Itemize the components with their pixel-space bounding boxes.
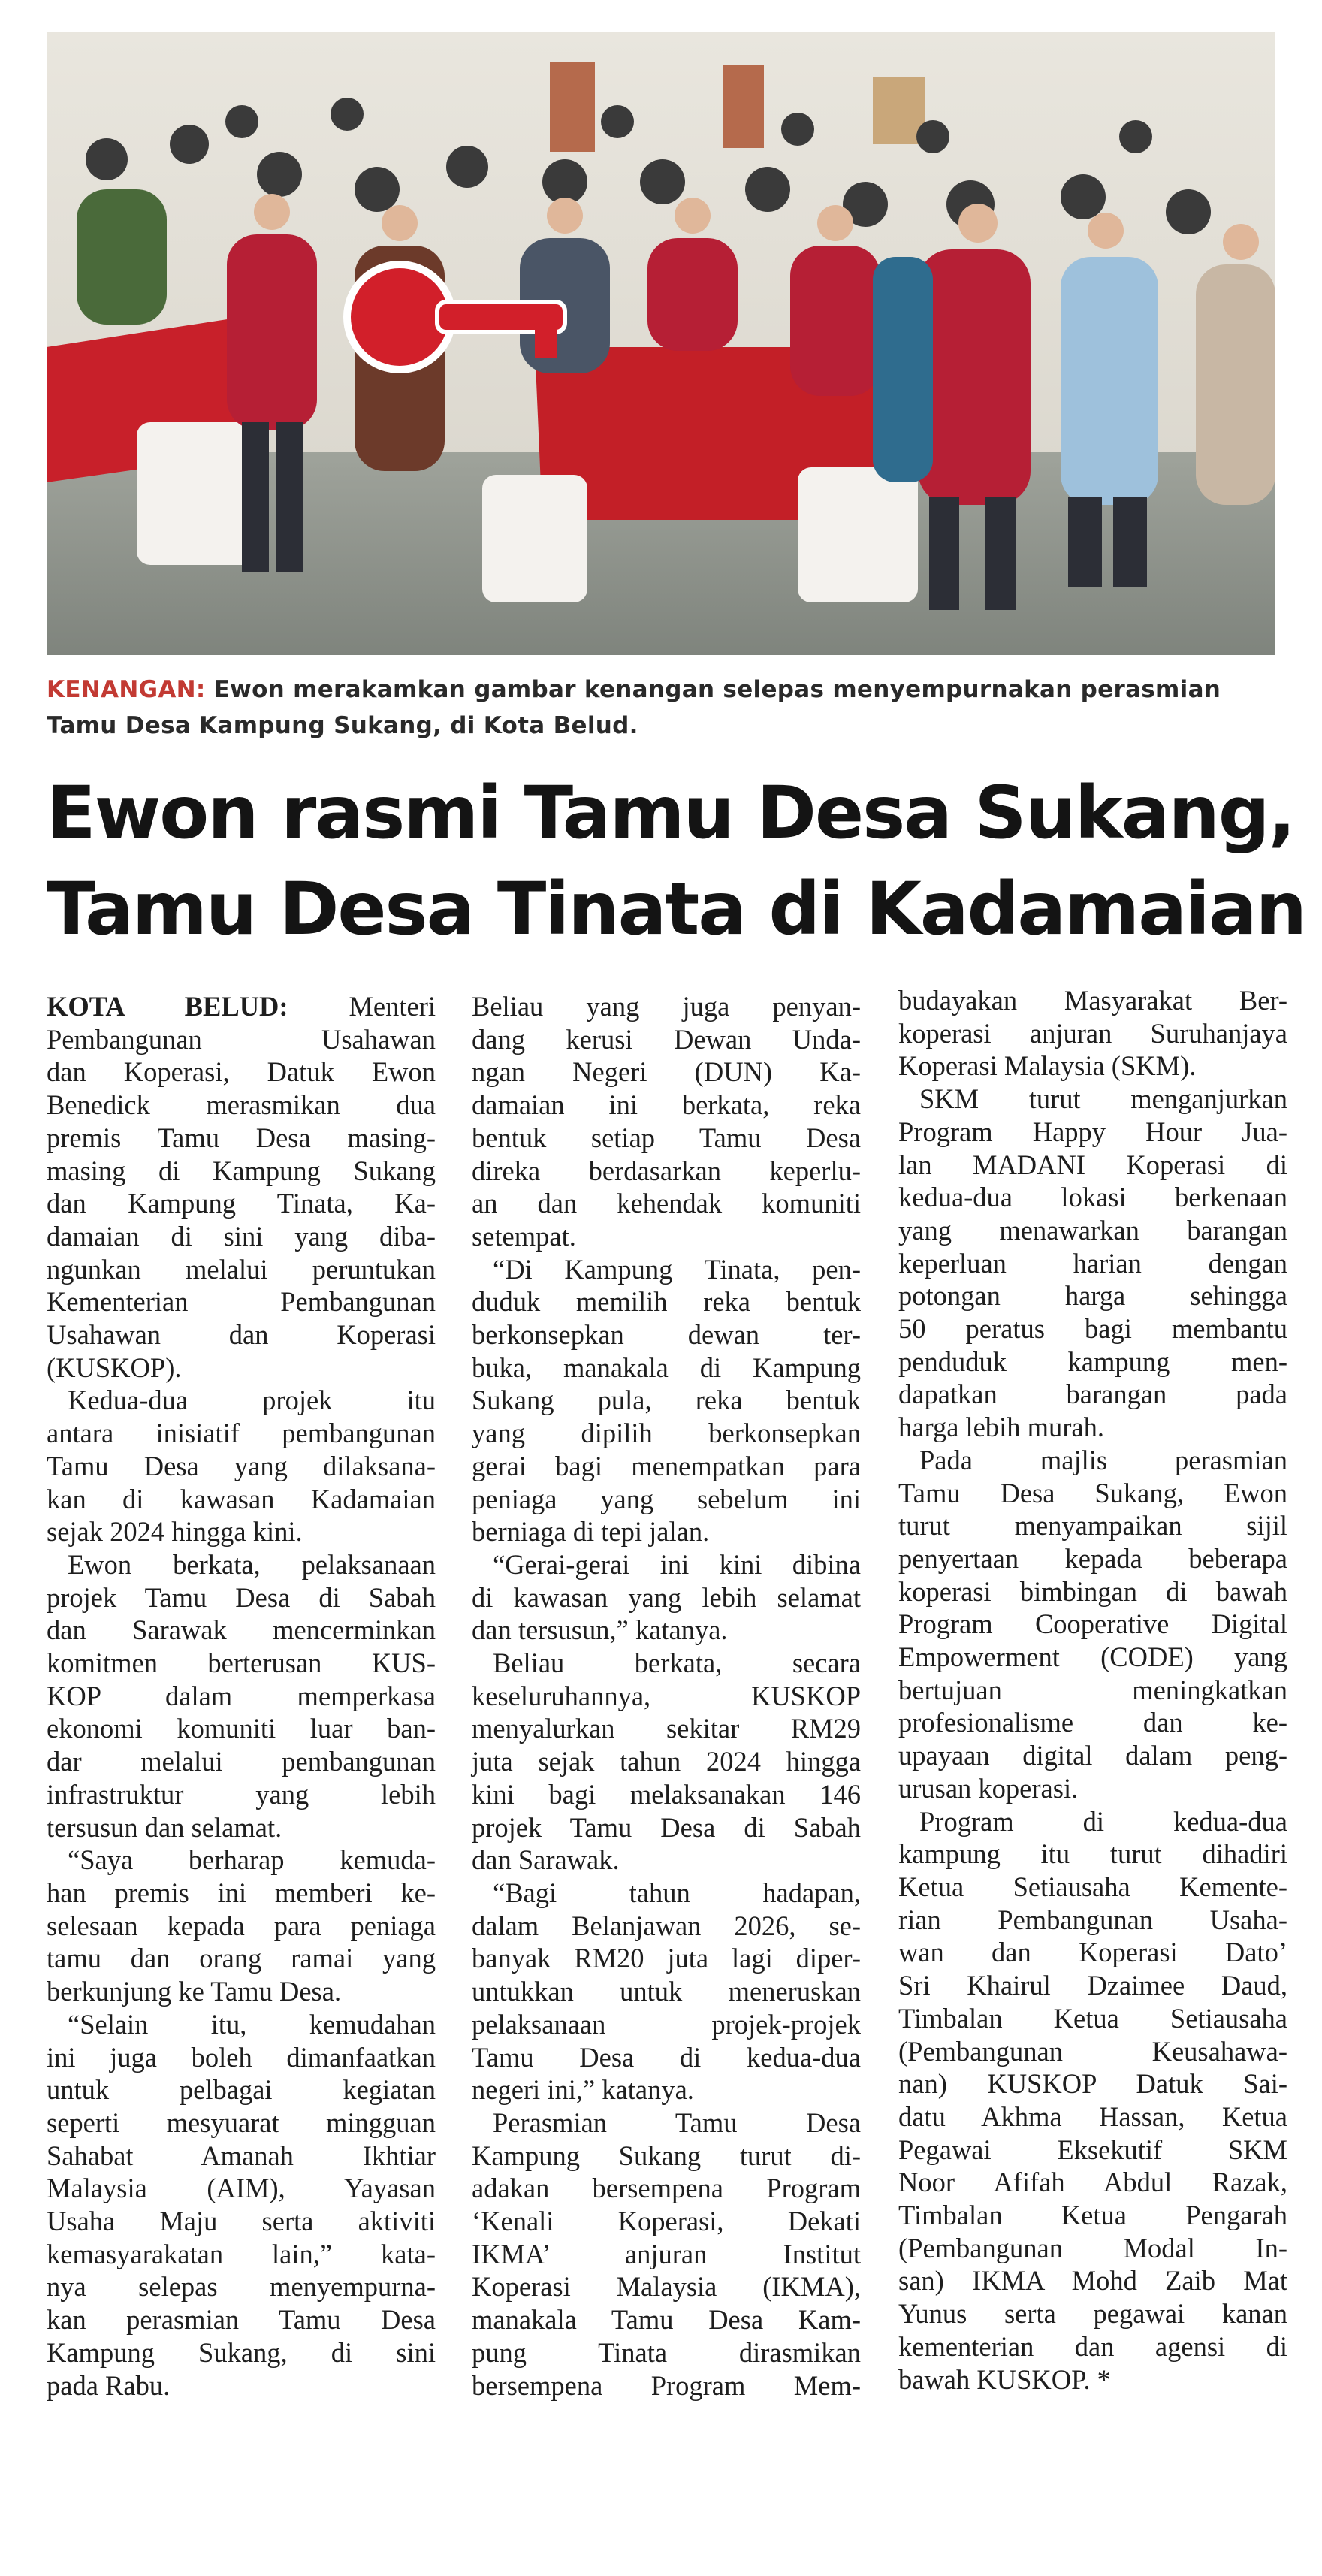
article-line: bentuk setiap Tamu Desa: [472, 1122, 861, 1153]
article-line: “Saya berharap kemuda-: [68, 1844, 436, 1876]
article-line: pada Rabu.: [47, 2369, 171, 2401]
article-line: Timbalan Ketua Pengarah: [898, 2200, 1287, 2231]
article-line: berkunjung ke Tamu Desa.: [47, 1976, 342, 2007]
article-line: Tamu Desa Sukang, Ewon: [898, 1477, 1287, 1508]
article-line: Timbalan Ketua Setiausaha: [898, 2002, 1287, 2034]
article-line: penduduk kampung men-: [898, 1345, 1287, 1377]
article-line: duduk memilih reka bentuk: [472, 1286, 861, 1318]
article-line: wan dan Koperasi Dato’: [898, 1937, 1287, 1968]
article-line: pelaksanaan projek-projek: [472, 2008, 861, 2040]
article-line-text: Menteri: [349, 991, 436, 1022]
article-line: an dan kehendak komuniti: [472, 1188, 861, 1219]
article-line: san) IKMA Mohd Zaib Mat: [898, 2265, 1287, 2297]
news-photo: [47, 32, 1275, 655]
headline-line-2: Tamu Desa Tinata di Kadamaian: [47, 867, 1305, 951]
article-line: peniaga yang sebelum ini: [472, 1483, 861, 1514]
article-line: untukkan untuk meneruskan: [472, 1976, 861, 2007]
article-line: Kementerian Pembangunan: [47, 1286, 436, 1318]
article-line: kampung itu turut dihadiri: [898, 1838, 1287, 1870]
article-line: datu Akhma Hassan, Ketua: [898, 2100, 1287, 2132]
article-line: Sahabat Amanah Ikhtiar: [47, 2140, 436, 2171]
article-line: Ewon berkata, pelaksanaan: [68, 1548, 436, 1580]
article-line: koperasi bimbingan di bawah: [898, 1575, 1287, 1607]
article-line: juta sejak tahun 2024 hingga: [472, 1746, 861, 1777]
article-line: kedua-dua lokasi berkenaan: [898, 1182, 1287, 1213]
article-line: pung Tinata dirasmikan: [472, 2336, 861, 2368]
article-column-1: [47, 990, 436, 2402]
article-line: “Selain itu, kemudahan: [68, 2008, 436, 2040]
photo-caption: [47, 672, 1275, 744]
article-line: menyalurkan sekitar RM29: [472, 1713, 861, 1744]
article-line: yang menawarkan barangan: [898, 1214, 1287, 1246]
article-line: (Pembangunan Modal In-: [898, 2232, 1287, 2263]
article-line: untuk pelbagai kegiatan: [47, 2074, 436, 2106]
article-line: ngunkan melalui peruntukan: [47, 1253, 436, 1285]
article-line: Program di kedua-dua: [919, 1805, 1287, 1837]
article-line: dan tersusun,” katanya.: [472, 1614, 728, 1646]
article-line: harga lebih murah.: [898, 1412, 1104, 1443]
article-line: nan) KUSKOP Datuk Sai-: [898, 2068, 1287, 2100]
article-line: berniaga di tepi jalan.: [472, 1516, 710, 1548]
article-line: premis Tamu Desa masing-: [47, 1122, 436, 1153]
article-line: sejak 2024 hingga kini.: [47, 1516, 303, 1548]
article-line: ngan Negeri (DUN) Ka-: [472, 1056, 861, 1088]
dateline: KOTA BELUD:: [47, 991, 288, 1022]
article-line: KOP dalam memperkasa: [47, 1680, 436, 1711]
group-photo-illustration: [47, 32, 1275, 655]
article-line: dan Sarawak.: [472, 1844, 620, 1876]
article-line: tersusun dan selamat.: [47, 1811, 282, 1843]
article-line: kementerian dan agensi di: [898, 2330, 1287, 2362]
article-line: Kampung Sukang turut di-: [472, 2140, 861, 2171]
article-line: kan perasmian Tamu Desa: [47, 2304, 436, 2336]
article-line: Pada majlis perasmian: [919, 1444, 1287, 1475]
article-line: adakan bersempena Program: [472, 2173, 861, 2204]
article-line: damaian ini berkata, reka: [472, 1089, 861, 1121]
article-line: keperluan harian dengan: [898, 1247, 1287, 1279]
article-line: han premis ini memberi ke-: [47, 1877, 436, 1908]
article-line: seperti mesyuarat mingguan: [47, 2106, 436, 2138]
article-column-3: [898, 984, 1287, 2396]
article-line: Tamu Desa yang dilaksana-: [47, 1450, 436, 1481]
article-line: [47, 990, 436, 1023]
article-line: Kampung Sukang, di sini: [47, 2336, 436, 2368]
article-line: Program Happy Hour Jua-: [898, 1116, 1287, 1147]
article-line: dan Sarawak mencerminkan: [47, 1614, 436, 1646]
article-line: “Di Kampung Tinata, pen-: [493, 1253, 861, 1285]
caption-line-1: Ewon merakamkan gambar kenangan selepas menyempurnakan perasmian: [213, 676, 1221, 703]
caption-label: KENANGAN:: [47, 676, 206, 703]
article-line: dan Koperasi, Datuk Ewon: [47, 1056, 436, 1088]
article-line: buka, manakala di Kampung: [472, 1351, 861, 1383]
article-line: (KUSKOP).: [47, 1351, 182, 1383]
article-line: bertujuan meningkatkan: [898, 1674, 1287, 1705]
article-line: Ketua Setiausaha Kemente-: [898, 1871, 1287, 1902]
article-line: kini bagi melaksanakan 146: [472, 1778, 861, 1810]
article-line: Empowerment (CODE) yang: [898, 1641, 1287, 1673]
article-line: Beliau berkata, secara: [493, 1647, 861, 1679]
article-line: Usahawan dan Koperasi: [47, 1319, 436, 1351]
article-line: infrastruktur yang lebih: [47, 1778, 436, 1810]
article-headline: [47, 765, 1305, 957]
article-line: Program Cooperative Digital: [898, 1608, 1287, 1640]
article-line: urusan koperasi.: [898, 1772, 1079, 1804]
article-line: banyak RM20 juta lagi diper-: [472, 1943, 861, 1974]
article-line: “Bagi tahun hadapan,: [493, 1877, 861, 1908]
caption-line-2: Tamu Desa Kampung Sukang, di Kota Belud.: [47, 712, 638, 739]
article-line: manakala Tamu Desa Kam-: [472, 2304, 861, 2336]
article-line: ini juga boleh dimanfaatkan: [47, 2041, 436, 2073]
article-line: profesionalisme dan ke-: [898, 1707, 1287, 1738]
article-line: 50 peratus bagi membantu: [898, 1313, 1287, 1345]
article-line: ekonomi komuniti luar ban-: [47, 1713, 436, 1744]
article-line: upayaan digital dalam peng-: [898, 1740, 1287, 1771]
article-line: Yunus serta pegawai kanan: [898, 2298, 1287, 2330]
article-line: negeri ini,” katanya.: [472, 2074, 694, 2106]
article-line: Sukang pula, reka bentuk: [472, 1385, 861, 1416]
article-line: kan di kawasan Kadamaian: [47, 1483, 436, 1514]
article-line: direka berdasarkan keperlu-: [472, 1155, 861, 1186]
article-line: Tamu Desa di kedua-dua: [472, 2041, 861, 2073]
article-line: lan MADANI Koperasi di: [898, 1149, 1287, 1180]
article-line: dan Kampung Tinata, Ka-: [47, 1188, 436, 1219]
article-line: ‘Kenali Koperasi, Dekati: [472, 2206, 861, 2237]
article-line: gerai bagi menempatkan para: [472, 1450, 861, 1481]
article-line: Malaysia (AIM), Yayasan: [47, 2173, 436, 2204]
article-line: budayakan Masyarakat Ber-: [898, 985, 1287, 1016]
article-column-2: [472, 990, 861, 2402]
article-line: di kawasan yang lebih selamat: [472, 1581, 861, 1613]
article-line: penyertaan kepada beberapa: [898, 1542, 1287, 1574]
article-line: komitmen berterusan KUS-: [47, 1647, 436, 1679]
article-line: Beliau yang juga penyan-: [472, 991, 861, 1022]
article-line: berkonsepkan dewan ter-: [472, 1319, 861, 1351]
article-line: Benedick merasmikan dua: [47, 1089, 436, 1121]
article-line: Usaha Maju serta aktiviti: [47, 2206, 436, 2237]
article-line: dang kerusi Dewan Unda-: [472, 1023, 861, 1055]
article-line: bersempena Program Mem-: [472, 2369, 861, 2401]
article-line: dapatkan barangan pada: [898, 1379, 1287, 1410]
article-line: (Pembangunan Keusahawa-: [898, 2035, 1287, 2067]
article-line: Perasmian Tamu Desa: [493, 2106, 861, 2138]
article-line: selesaan kepada para peniaga: [47, 1910, 436, 1941]
article-line: nya selepas menyempurna-: [47, 2271, 436, 2303]
article-line: Noor Afifah Abdul Razak,: [898, 2167, 1287, 2198]
article-line: turut menyampaikan sijil: [898, 1510, 1287, 1542]
article-line: SKM turut menganjurkan: [919, 1083, 1287, 1115]
headline-line-1: Ewon rasmi Tamu Desa Sukang,: [47, 771, 1295, 855]
article-line: Sri Khairul Dzaimee Daud,: [898, 1970, 1287, 2001]
article-line: keseluruhannya, KUSKOP: [472, 1680, 861, 1711]
article-line: koperasi anjuran Suruhanjaya: [898, 1017, 1287, 1049]
article-line: projek Tamu Desa di Sabah: [47, 1581, 436, 1613]
article-line: Kedua-dua projek itu: [68, 1385, 436, 1416]
article-line: rian Pembangunan Usaha-: [898, 1904, 1287, 1935]
article-line: Pegawai Eksekutif SKM: [898, 2134, 1287, 2165]
article-line: projek Tamu Desa di Sabah: [472, 1811, 861, 1843]
article-line: masing di Kampung Sukang: [47, 1155, 436, 1186]
article-line: dar melalui pembangunan: [47, 1746, 436, 1777]
article-line: Pembangunan Usahawan: [47, 1023, 436, 1055]
article-line: yang dipilih berkonsepkan: [472, 1418, 861, 1449]
article-line: damaian di sini yang diba-: [47, 1220, 436, 1252]
article-line: potongan harga sehingga: [898, 1280, 1287, 1312]
article-line: IKMA’ anjuran Institut: [472, 2238, 861, 2269]
article-line: “Gerai-gerai ini kini dibina: [493, 1548, 861, 1580]
article-line: Koperasi Malaysia (IKMA),: [472, 2271, 861, 2303]
article-line: dalam Belanjawan 2026, se-: [472, 1910, 861, 1941]
article-line: setempat.: [472, 1220, 576, 1252]
article-line: Koperasi Malaysia (SKM).: [898, 1050, 1197, 1082]
article-line: kemasyarakatan lain,” kata-: [47, 2238, 436, 2269]
article-line: antara inisiatif pembangunan: [47, 1418, 436, 1449]
article-line: bawah KUSKOP. *: [898, 2363, 1111, 2395]
article-line: tamu dan orang ramai yang: [47, 1943, 436, 1974]
